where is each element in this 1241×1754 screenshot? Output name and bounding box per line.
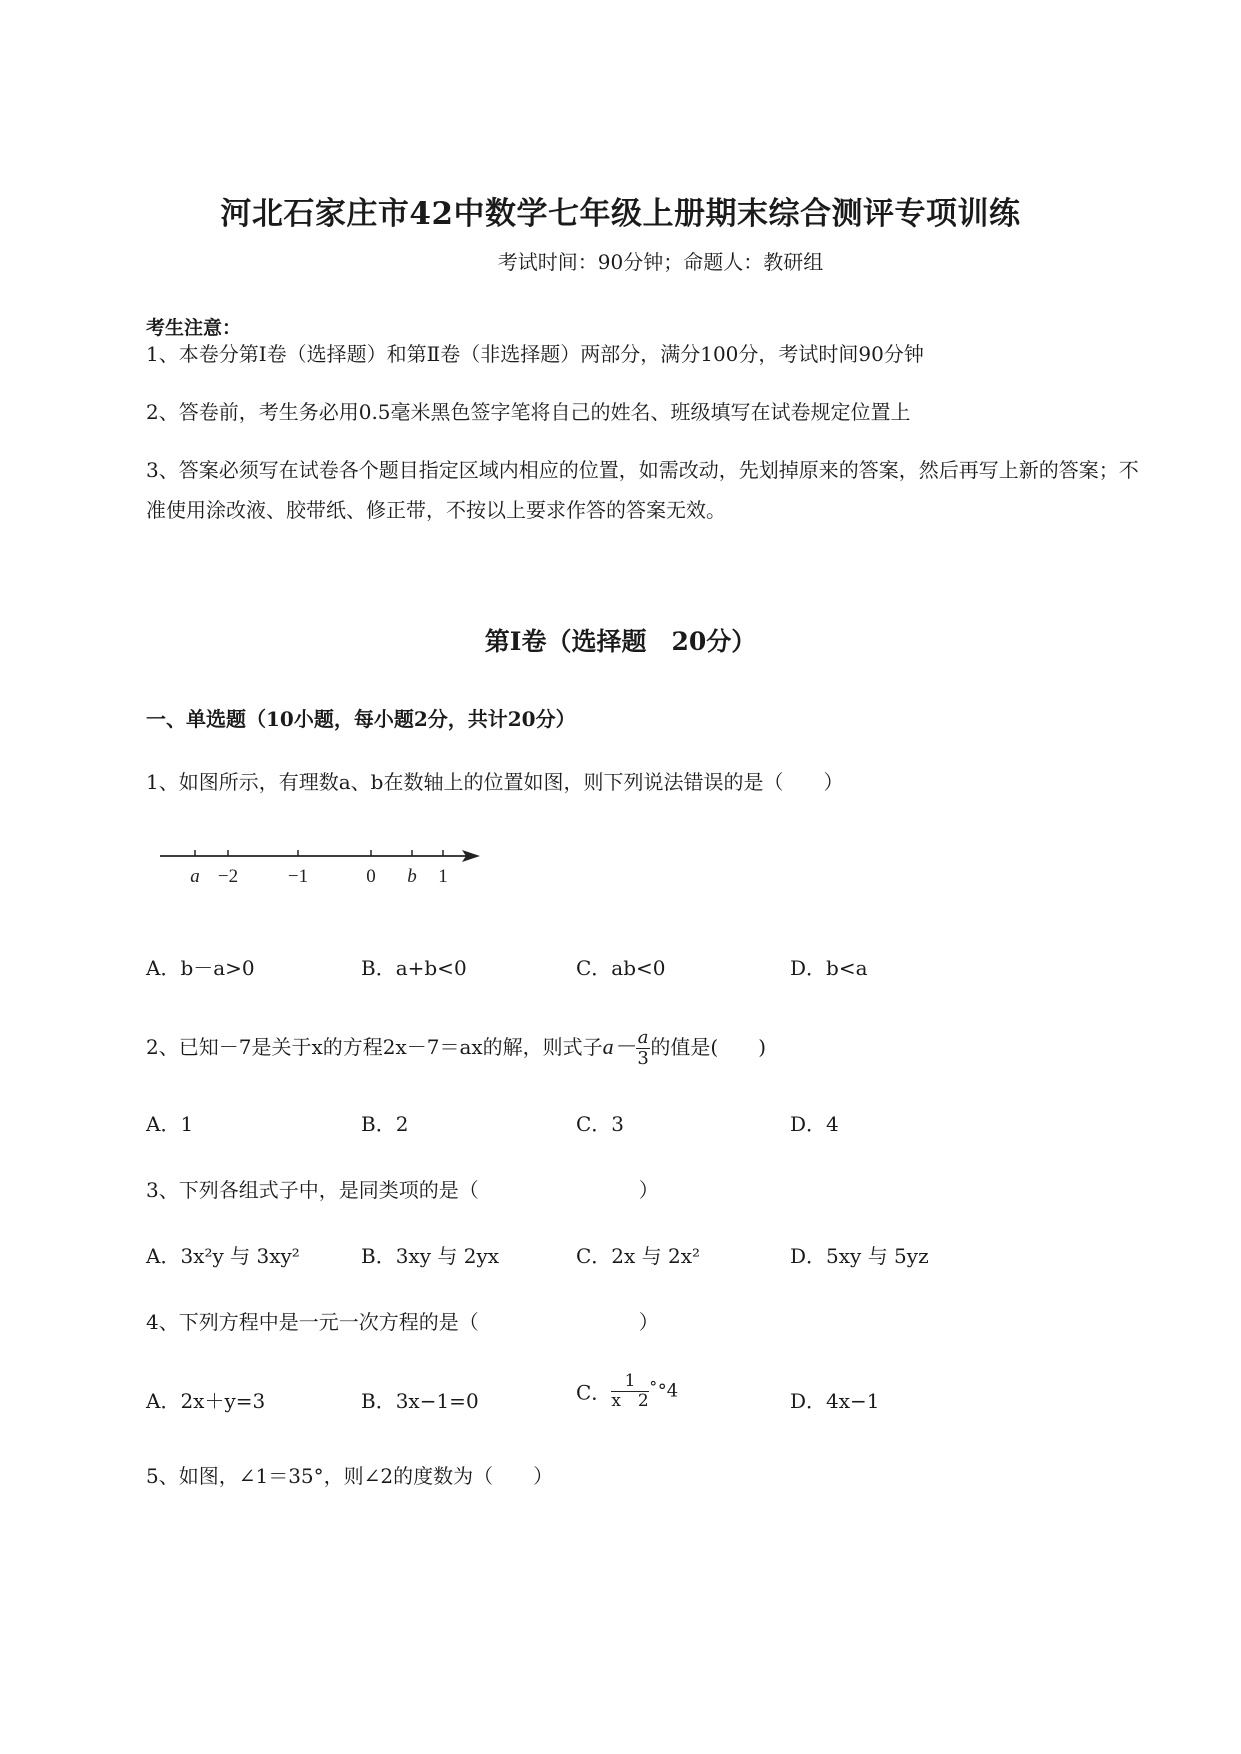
tick-label-0: 0 bbox=[366, 866, 376, 887]
number-line-figure bbox=[150, 834, 490, 894]
exam-subtitle: 考试时间：90分钟；命题人：教研组 bbox=[497, 250, 824, 274]
q4-option-c-num: 1 bbox=[611, 1372, 648, 1392]
q2-option-a[interactable]: A．1 bbox=[146, 1112, 194, 1136]
q2-fraction bbox=[636, 1028, 651, 1069]
notice-item-1: 1、本卷分第I卷（选择题）和第Ⅱ卷（非选择题）两部分，满分100分，考试时间90分钟 bbox=[146, 342, 924, 366]
tick-label-neg1: −1 bbox=[287, 866, 309, 887]
tick-label-b: b bbox=[407, 866, 417, 887]
q4-option-c-fraction bbox=[611, 1372, 648, 1410]
q2-option-c[interactable]: C．3 bbox=[576, 1112, 625, 1136]
notice-label: 考生注意： bbox=[146, 317, 242, 339]
q2-expr-lead: a－ bbox=[602, 1033, 636, 1059]
q4-option-d[interactable]: D．4x−1 bbox=[790, 1389, 880, 1413]
q3-option-d[interactable]: D．5xy 与 5yz bbox=[790, 1244, 929, 1268]
q2-frac-num: a bbox=[637, 1027, 649, 1048]
q1-option-c[interactable]: C．ab<0 bbox=[576, 956, 666, 980]
q1-option-a[interactable]: A．b－a>0 bbox=[146, 956, 255, 980]
q4-option-c-tail: ˚°4 bbox=[648, 1380, 679, 1402]
q3-option-a[interactable]: A．3x²y 与 3xy² bbox=[146, 1244, 300, 1268]
q4-option-c-den: x 2 bbox=[611, 1390, 649, 1411]
q2-stem-after: 的值是( ) bbox=[650, 1034, 767, 1059]
question-2-stem bbox=[146, 1028, 766, 1069]
q4-option-c[interactable] bbox=[576, 1372, 678, 1410]
q3-option-c[interactable]: C．2x 与 2x² bbox=[576, 1244, 701, 1268]
part-title: 一、单选题（10小题，每小题2分，共计20分） bbox=[146, 707, 576, 731]
question-3-stem: 3、下列各组式子中，是同类项的是（ ） bbox=[146, 1178, 659, 1202]
q4-option-b[interactable]: B．3x−1=0 bbox=[361, 1389, 479, 1413]
q1-option-d[interactable]: D．b<a bbox=[790, 956, 868, 980]
question-1-stem: 1、如图所示，有理数a、b在数轴上的位置如图，则下列说法错误的是（ ） bbox=[146, 770, 844, 794]
q2-frac-den: 3 bbox=[637, 1047, 649, 1069]
q2-option-b[interactable]: B．2 bbox=[361, 1112, 409, 1136]
notice-item-2: 2、答卷前，考生务必用0.5毫米黑色签字笔将自己的姓名、班级填写在试卷规定位置上 bbox=[146, 400, 911, 424]
q4-option-c-label: C． bbox=[576, 1380, 612, 1405]
tick-label-a: a bbox=[190, 866, 200, 887]
q1-option-b[interactable]: B．a+b<0 bbox=[361, 956, 467, 980]
notice-item-3: 3、答案必须写在试卷各个题目指定区域内相应的位置，如需改动，先划掉原来的答案，然后再写上新的答案；不准使用涂改液、胶带纸、修正带，不按以上要求作答的答案无效。 bbox=[146, 458, 1139, 522]
q3-option-b[interactable]: B．3xy 与 2yx bbox=[361, 1244, 500, 1268]
q2-stem-before: 2、已知－7是关于x的方程2x－7＝ax的解，则式子 bbox=[146, 1034, 603, 1059]
tick-label-neg2: −2 bbox=[217, 866, 239, 887]
question-4-stem: 4、下列方程中是一元一次方程的是（ ） bbox=[146, 1310, 659, 1334]
section-title: 第I卷（选择题 20分） bbox=[484, 627, 757, 656]
exam-title: 河北石家庄市42中数学七年级上册期末综合测评专项训练 bbox=[220, 196, 1021, 232]
q2-option-d[interactable]: D．4 bbox=[790, 1112, 839, 1136]
tick-label-1: 1 bbox=[438, 866, 448, 887]
q4-option-a[interactable]: A．2x＋y=3 bbox=[146, 1389, 266, 1413]
question-5-stem: 5、如图，∠1＝35°，则∠2的度数为（ ） bbox=[146, 1464, 554, 1488]
